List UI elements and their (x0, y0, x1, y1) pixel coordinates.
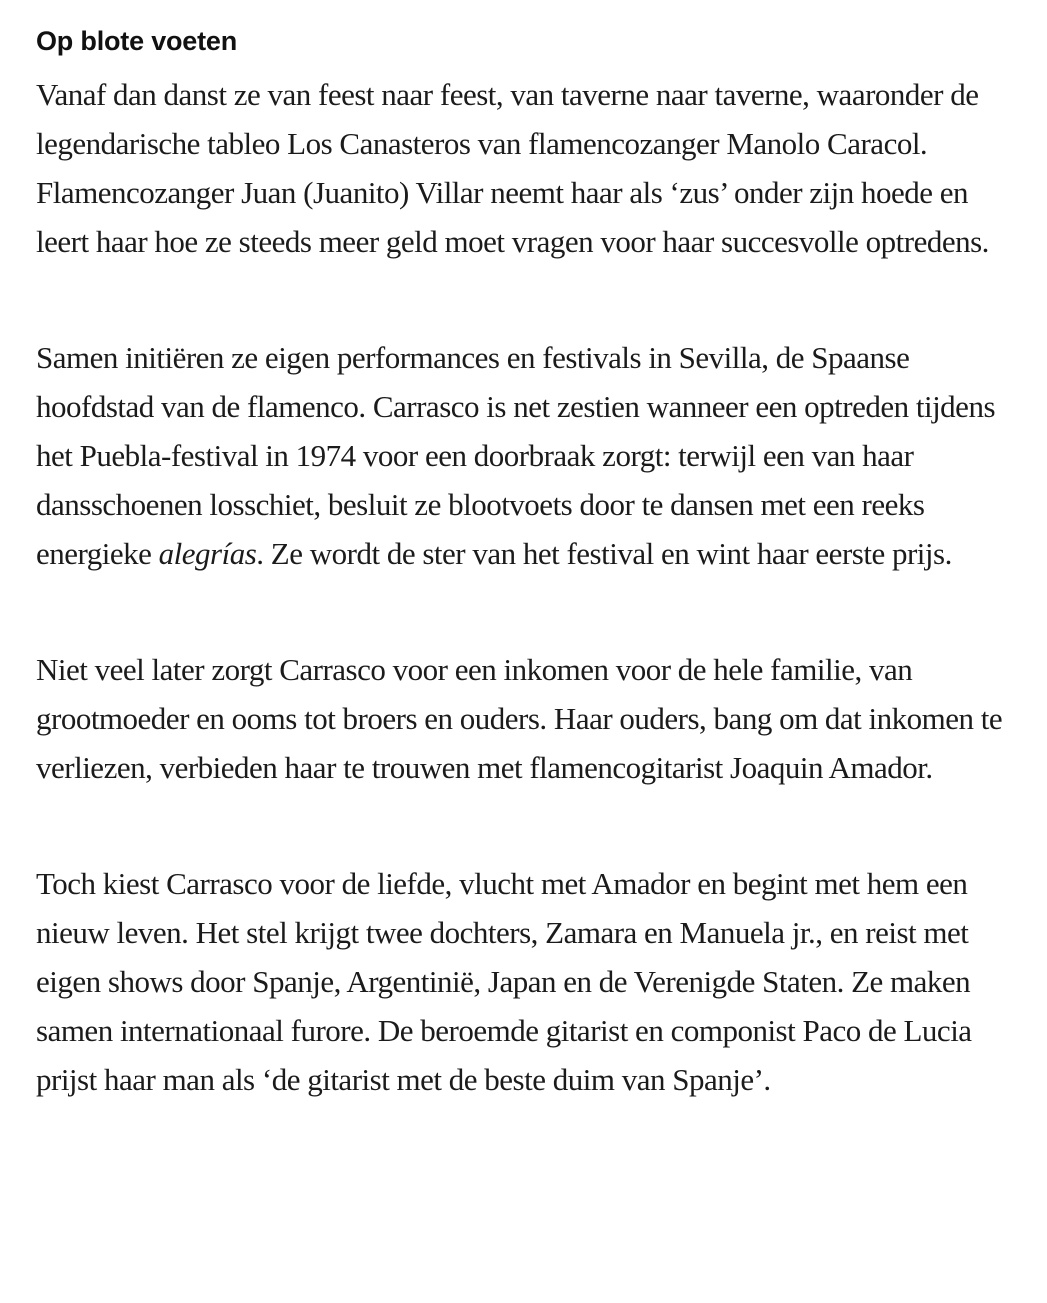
article-paragraph (36, 70, 1004, 266)
italic-text-segment: alegrías (158, 536, 257, 572)
text-segment: Samen initiëren ze eigen performances en festivals in Sevilla, de Spaanse hoofdstad van de flamenco. Carrasco is net zestien wanneer een optreden tijdens het Puebla-festival in 1974 voor een doorbraak zorgt: terwijl een van haar dansschoenen losschiet, besluit ze blootvoets door te dansen met een reeks energieke (36, 340, 996, 572)
text-segment: Toch kiest Carrasco voor de liefde, vlucht met Amador en begint met hem een nieuw leven. Het stel krijgt twee dochters, Zamara en Manuela jr., en reist met eigen shows door Spanje, Argentinië, Japan en de Verenigde Staten. Ze maken samen internationaal furore. De beroemde gitarist en componist Paco de Lucia prijst haar man als ‘de gitarist met de beste duim van Spanje’. (36, 866, 972, 1098)
section-heading: Op blote voeten (36, 26, 238, 56)
text-segment: Vanaf dan danst ze van feest naar feest, van taverne naar taverne, waaronder de legendarische tableo Los Canasteros van flamencozanger Manolo Caracol. Flamencozanger Juan (Juanito) Villar neemt haar als ‘zus’ onder zijn hoede en leert haar hoe ze steeds meer geld moet vragen voor haar succesvolle optredens. (36, 77, 989, 260)
text-segment: . Ze wordt de ster van het festival en wint haar eerste prijs. (256, 536, 952, 572)
article-body (36, 70, 1007, 1104)
article-paragraph (36, 333, 1004, 578)
article-paragraph (36, 859, 1004, 1104)
article-paragraph (36, 645, 1004, 792)
text-segment: Niet veel later zorgt Carrasco voor een inkomen voor de hele familie, van grootmoeder en ooms tot broers en ouders. Haar ouders, bang om dat inkomen te verliezen, verbieden haar te trouwen met flamencogitarist Joaquin Amador. (36, 652, 1003, 786)
